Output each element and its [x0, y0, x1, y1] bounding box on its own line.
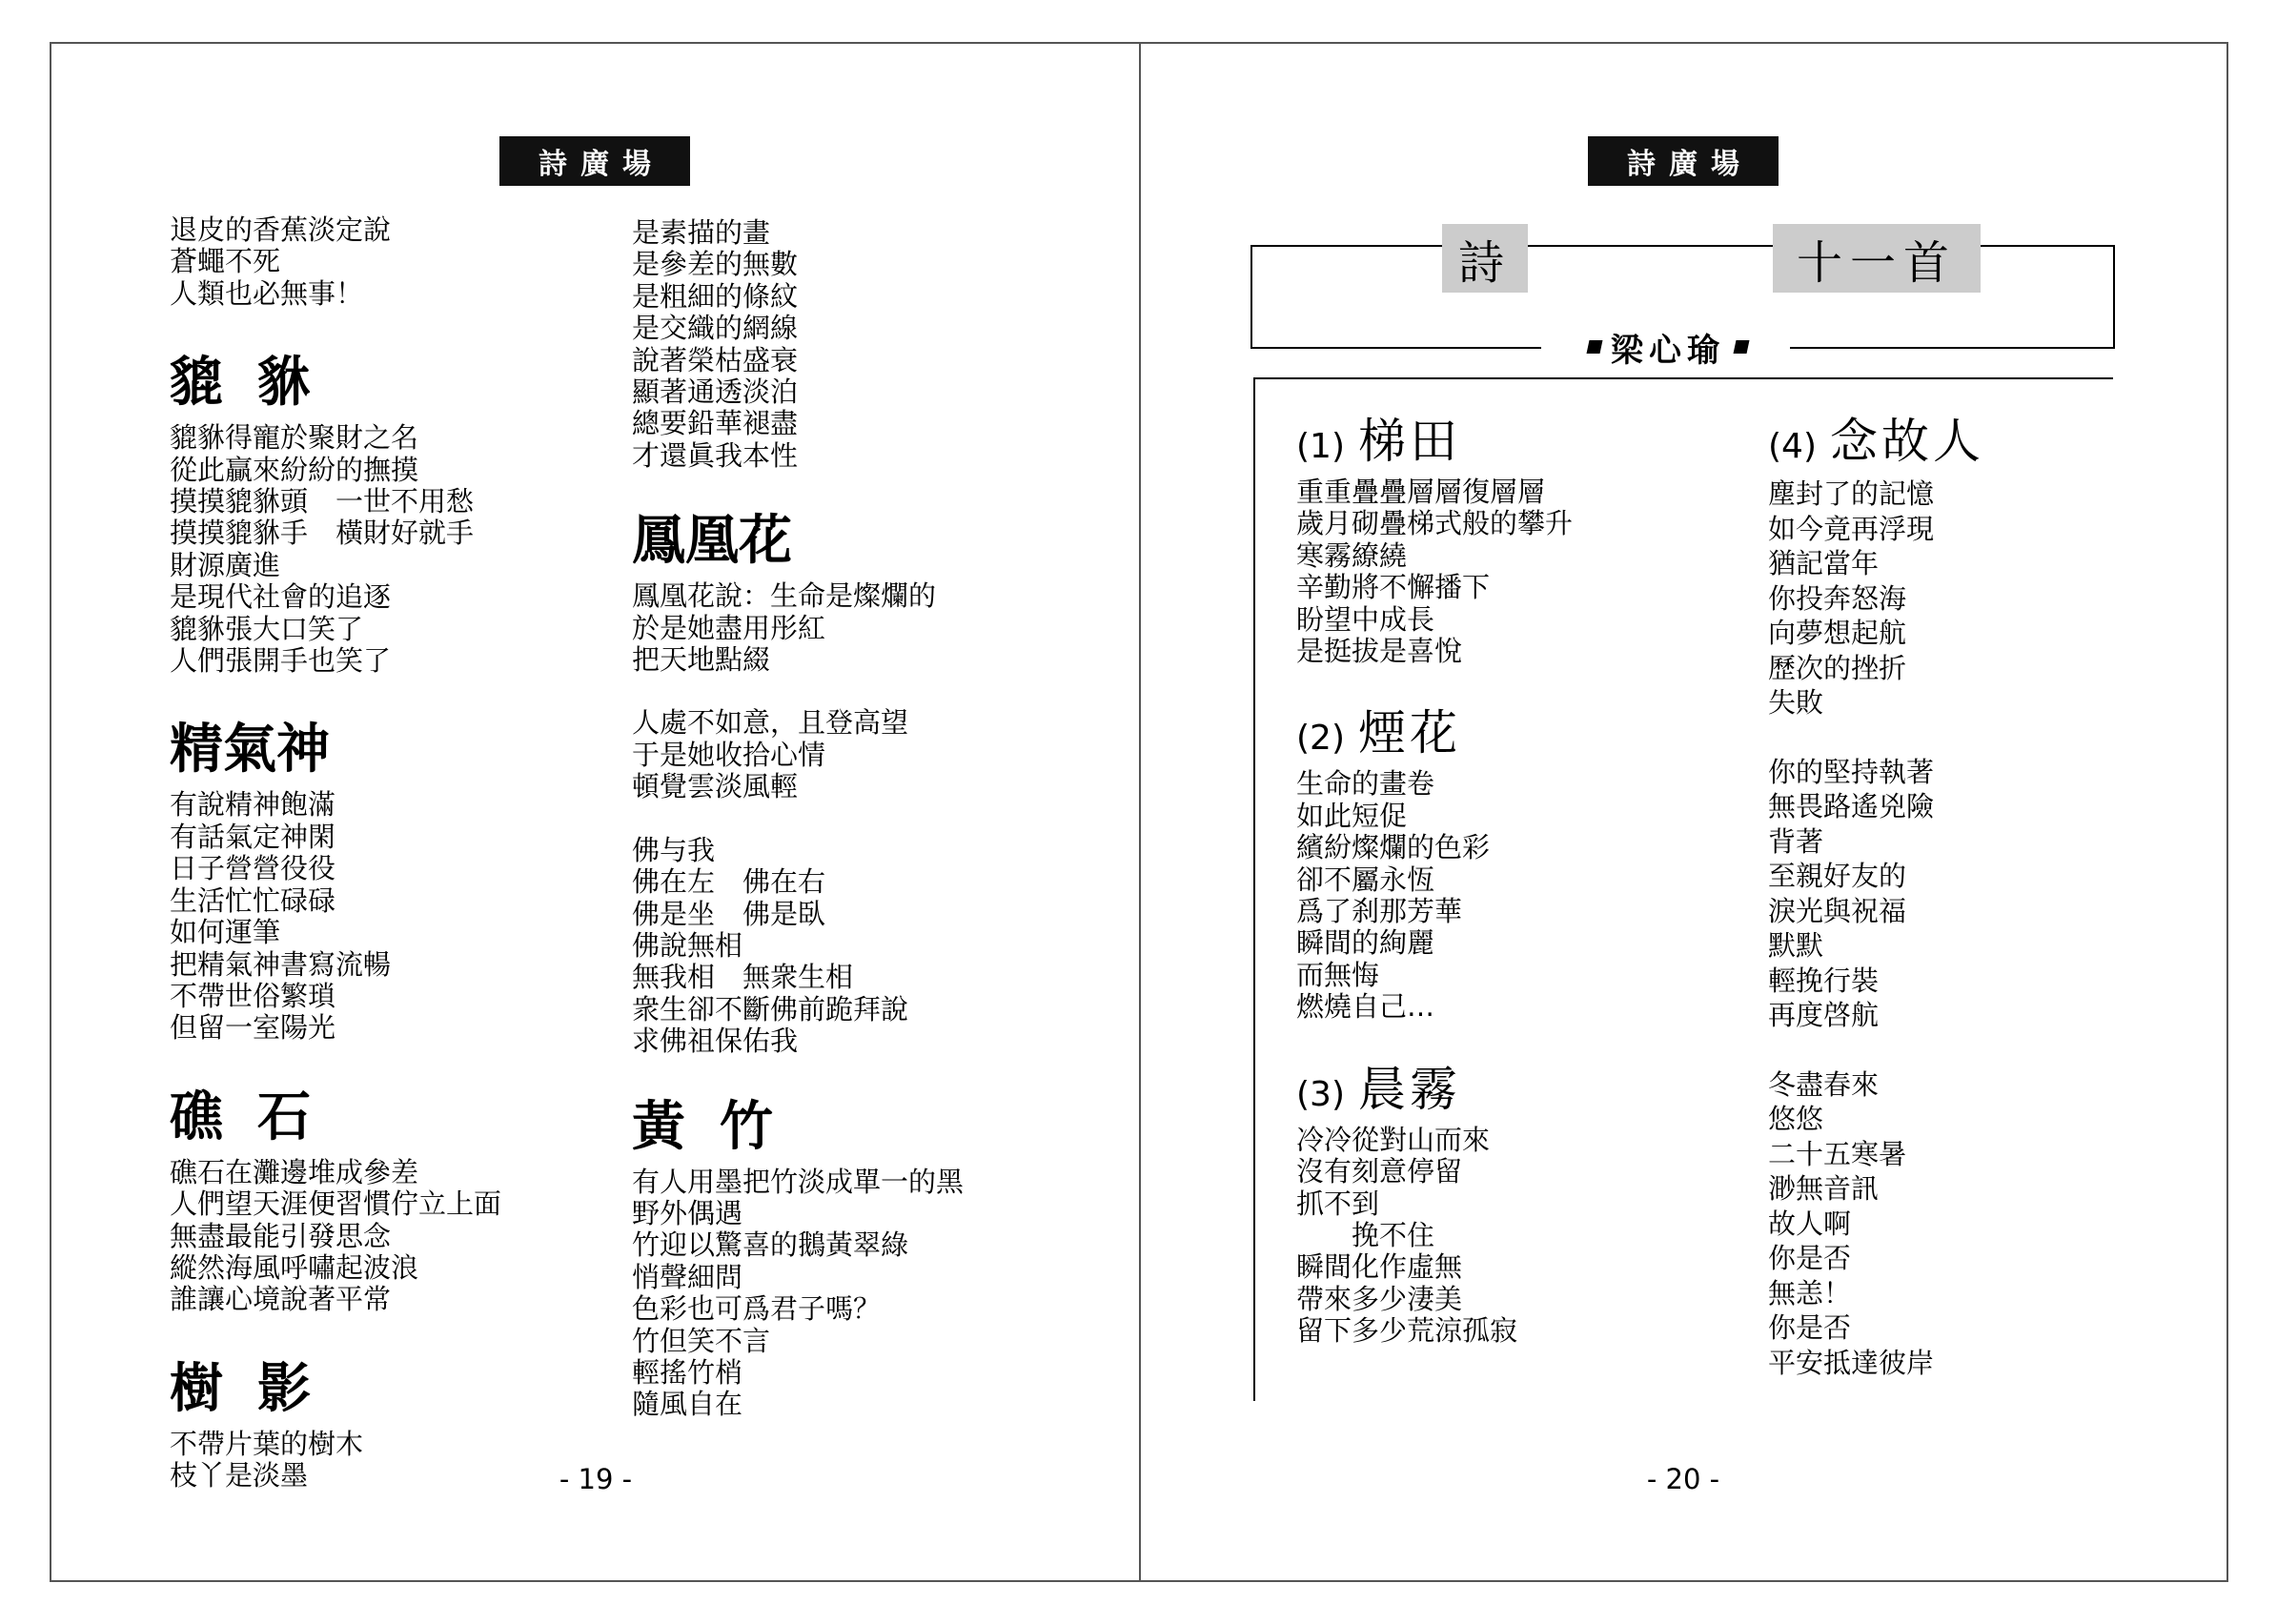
- poem-line: 冷冷從對山而來: [1296, 1123, 1491, 1156]
- poem-line: 於是她盡用彤紅: [632, 611, 826, 644]
- poem-frame-left: [1253, 377, 1255, 1401]
- poem-line: 淚光與祝福: [1768, 894, 1907, 927]
- left-page-column-2: [632, 217, 1089, 1421]
- poem-line: 有人用墨把竹淡成單一的黑: [632, 1165, 965, 1198]
- poem-line: 輕搖竹梢: [632, 1355, 743, 1389]
- poem-title: 精氣神: [170, 718, 330, 782]
- poem-line: 留下多少荒涼孤寂: [1296, 1314, 1518, 1348]
- stanza-gap: [170, 1316, 618, 1362]
- poem-line: 瞬間的絢麗: [1296, 926, 1435, 960]
- poem-line: 如今竟再浮現: [1768, 512, 1935, 545]
- poem-line: 繽紛燦爛的色彩: [1296, 831, 1491, 864]
- numbered-poem-title: [1296, 705, 1725, 761]
- poem-line: 說著榮枯盛衰: [632, 343, 799, 376]
- page-fold-divider: [1139, 42, 1141, 1582]
- poem-number: (3): [1296, 1074, 1345, 1114]
- poem-line: 你投奔怒海: [1768, 581, 1907, 615]
- poem-line: 抓不到: [1296, 1187, 1380, 1220]
- poem-line: 歲月砌疊梯式般的攀升: [1296, 507, 1574, 540]
- poem-line: 歷次的挫折: [1768, 651, 1907, 684]
- poem-title: 梯田: [1358, 414, 1461, 469]
- poem-title: 念故人: [1830, 414, 1984, 469]
- stanza-gap: [1296, 667, 1725, 709]
- poem-line: 佛与我: [632, 833, 716, 866]
- poem-line: 摸摸貔貅頭 一世不用愁: [170, 485, 475, 518]
- poem-number: (2): [1296, 719, 1345, 759]
- poem-line: 是挺拔是喜悅: [1296, 635, 1463, 668]
- poem-line: 失敗: [1768, 686, 1824, 719]
- poem-line: 故人啊: [1768, 1207, 1852, 1240]
- stanza-gap: [1768, 721, 2111, 755]
- poem-line: 竹但笑不言: [632, 1324, 771, 1357]
- stanza-gap: [632, 472, 1089, 514]
- poem-frame-top: [1253, 377, 2113, 379]
- poem-line: 無我相 無衆生相: [632, 961, 854, 994]
- header-frame-top: [1250, 245, 2114, 247]
- poem-title: 礁石: [170, 1085, 345, 1148]
- poem-line: 礁石在灘邊堆成參差: [170, 1155, 419, 1188]
- author-line: [1554, 324, 1782, 370]
- poem-line: 燃燒自己…: [1296, 990, 1435, 1024]
- poem-line: 冬盡春來: [1768, 1067, 1880, 1101]
- poem-line: 你的堅持執著: [1768, 755, 1935, 788]
- poem-line: 挽不住: [1296, 1218, 1435, 1251]
- poem-line: 沒有刻意停留: [1296, 1155, 1463, 1188]
- poem-line: 人們張開手也笑了: [170, 644, 392, 678]
- poem-line: 爲了刹那芳華: [1296, 895, 1463, 928]
- poem-line: 總要鉛華褪盡: [632, 407, 799, 440]
- poem-line: 二十五寒暑: [1768, 1137, 1907, 1170]
- poem-line: 枝丫是淡墨: [170, 1459, 309, 1492]
- poem-line: 鳳凰花說：生命是燦爛的: [632, 579, 937, 613]
- poem-line: 你是否: [1768, 1242, 1852, 1274]
- numbered-poem-title: [1296, 1061, 1725, 1117]
- poem-line: 塵封了的記憶: [1768, 477, 1935, 510]
- poem-line: 卻不屬永恆: [1296, 863, 1435, 896]
- header-label-poem: 詩: [1442, 224, 1528, 293]
- poem-line: 隨風自在: [632, 1388, 743, 1421]
- poem-line: 貔貅張大口笑了: [170, 612, 364, 645]
- poem-line: 不帶片葉的樹木: [170, 1427, 364, 1460]
- poem-line: 生命的畫卷: [1296, 767, 1435, 801]
- section-tab-right: 詩廣場: [1588, 136, 1779, 186]
- poem-number: (4): [1768, 427, 1817, 466]
- poem-line: 生活忙忙碌碌: [170, 883, 336, 917]
- poem-line: 不帶世俗繁瑣: [170, 979, 336, 1012]
- poem-line: 顯著通透淡泊: [632, 376, 799, 409]
- poem-line: 你是否: [1768, 1311, 1852, 1344]
- stanza-gap: [170, 1045, 618, 1090]
- right-page-column-2: [1768, 414, 2111, 1380]
- poem-title: 貔貅: [170, 351, 345, 415]
- poem-line: 把精氣神書寫流暢: [170, 947, 392, 981]
- poem-line: 佛是坐 佛是臥: [632, 897, 826, 930]
- header-label-count: 十一首: [1773, 224, 1981, 293]
- poem-line: 瞬間化作虛無: [1296, 1250, 1463, 1284]
- right-page-column-1: [1296, 414, 1725, 1348]
- poem-line: 背著: [1768, 824, 1824, 858]
- poem-line: 是素描的畫: [632, 216, 771, 249]
- stanza-gap: [170, 310, 618, 355]
- header-frame-right: [2113, 245, 2115, 349]
- poem-line: 重重疊疊層層復層層: [1296, 476, 1546, 508]
- poem-line: 才還眞我本性: [632, 438, 799, 472]
- poem-line: 求佛祖保佑我: [632, 1025, 799, 1058]
- poem-line: 悄聲細問: [632, 1260, 743, 1293]
- poem-line: 有說精神飽滿: [170, 788, 336, 822]
- poem-line: 如何運筆: [170, 916, 281, 949]
- poem-line: 誰讓心境說著平常: [170, 1283, 392, 1316]
- poem-line: 有話氣定神閑: [170, 820, 336, 853]
- poem-line: 無畏路遙兇險: [1768, 790, 1935, 822]
- poem-line: 貔貅得寵於聚財之名: [170, 421, 419, 455]
- poem-line: 盼望中成長: [1296, 602, 1435, 636]
- poem-line: 日子營營役役: [170, 852, 336, 885]
- poem-title: 煙花: [1358, 705, 1461, 761]
- poem-line: 向夢想起航: [1768, 617, 1907, 649]
- poem-line: 縱然海風呼嘯起波浪: [170, 1250, 419, 1284]
- page-number-right: - 20 -: [1646, 1463, 1720, 1495]
- poem-line: 悠悠: [1768, 1103, 1824, 1135]
- stanza-gap: [632, 803, 1089, 835]
- poem-line: 人類也必無事！: [170, 276, 364, 310]
- header-frame-bottom-left: [1250, 347, 1541, 349]
- poem-line: 無恙！: [1768, 1276, 1852, 1309]
- poem-line: 辛勤將不懈播下: [1296, 571, 1491, 604]
- author-name: 梁心瑜: [1611, 331, 1725, 370]
- section-tab-left: 詩廣場: [499, 136, 690, 186]
- poem-line: 無盡最能引發思念: [170, 1219, 392, 1252]
- poem-line: 是現代社會的追逐: [170, 580, 392, 614]
- poem-line: 平安抵達彼岸: [1768, 1346, 1935, 1379]
- stanza-gap: [1296, 1024, 1725, 1066]
- poem-title: 黃竹: [632, 1094, 807, 1158]
- poem-line: 輕挽行裝: [1768, 964, 1880, 997]
- poem-line: 寒霧繚繞: [1296, 538, 1408, 572]
- poem-title: 晨霧: [1358, 1061, 1461, 1117]
- poem-line: 至親好友的: [1768, 860, 1907, 892]
- square-bullet-icon: [1587, 340, 1603, 354]
- stanza-gap: [170, 677, 618, 722]
- header-frame-bottom-right: [1790, 347, 2115, 349]
- poem-line: 頓覺雲淡風輕: [632, 770, 799, 803]
- poem-line: 竹迎以驚喜的鵝黃翠綠: [632, 1228, 909, 1262]
- poem-line: 人處不如意，且登高望: [632, 706, 909, 740]
- stanza-gap: [632, 676, 1089, 707]
- poem-line: 是交織的網線: [632, 312, 799, 345]
- poem-line: 從此贏來紛紛的撫摸: [170, 453, 419, 486]
- page-number-left: - 19 -: [559, 1463, 633, 1495]
- poem-line: 財源廣進: [170, 548, 281, 581]
- poem-line: 帶來多少淒美: [1296, 1282, 1463, 1315]
- square-bullet-icon: [1734, 340, 1750, 354]
- poem-line: 而無悔: [1296, 958, 1380, 991]
- poem-line: 衆生卻不斷佛前跪拜說: [632, 992, 909, 1025]
- poem-line: 于是她收拾心情: [632, 738, 826, 771]
- poem-line: 佛在左 佛在右: [632, 865, 826, 899]
- poem-line: 是參差的無數: [632, 248, 799, 281]
- poem-line: 蒼蠅不死: [170, 245, 281, 278]
- poem-line: 色彩也可爲君子嗎？: [632, 1292, 882, 1326]
- poem-line: 摸摸貔貅手 橫財好就手: [170, 517, 475, 550]
- poem-line: 猶記當年: [1768, 547, 1880, 579]
- poem-line: 渺無音訊: [1768, 1172, 1880, 1205]
- numbered-poem-title: [1768, 414, 2111, 469]
- poem-number: (1): [1296, 427, 1345, 466]
- stanza-gap: [1768, 1033, 2111, 1067]
- poem-title: 樹影: [170, 1356, 345, 1420]
- poem-line: 如此短促: [1296, 799, 1408, 832]
- poem-line: 野外偶遇: [632, 1196, 743, 1229]
- poem-line: 是粗細的條紋: [632, 279, 799, 313]
- header-frame-left: [1250, 245, 1252, 349]
- poem-title: 鳳凰花: [632, 509, 792, 573]
- stanza-gap: [632, 1058, 1089, 1100]
- poem-line: 但留一室陽光: [170, 1011, 336, 1045]
- numbered-poem-title: [1296, 414, 1725, 469]
- poem-line: 人們望天涯便習慣佇立上面: [170, 1188, 502, 1221]
- poem-line: 佛說無相: [632, 928, 743, 962]
- poem-line: 默默: [1768, 929, 1824, 962]
- left-page-column-1: [170, 214, 618, 1492]
- poem-line: 再度啓航: [1768, 999, 1880, 1031]
- poem-line: 退皮的香蕉淡定說: [170, 213, 392, 246]
- poem-line: 把天地點綴: [632, 643, 771, 677]
